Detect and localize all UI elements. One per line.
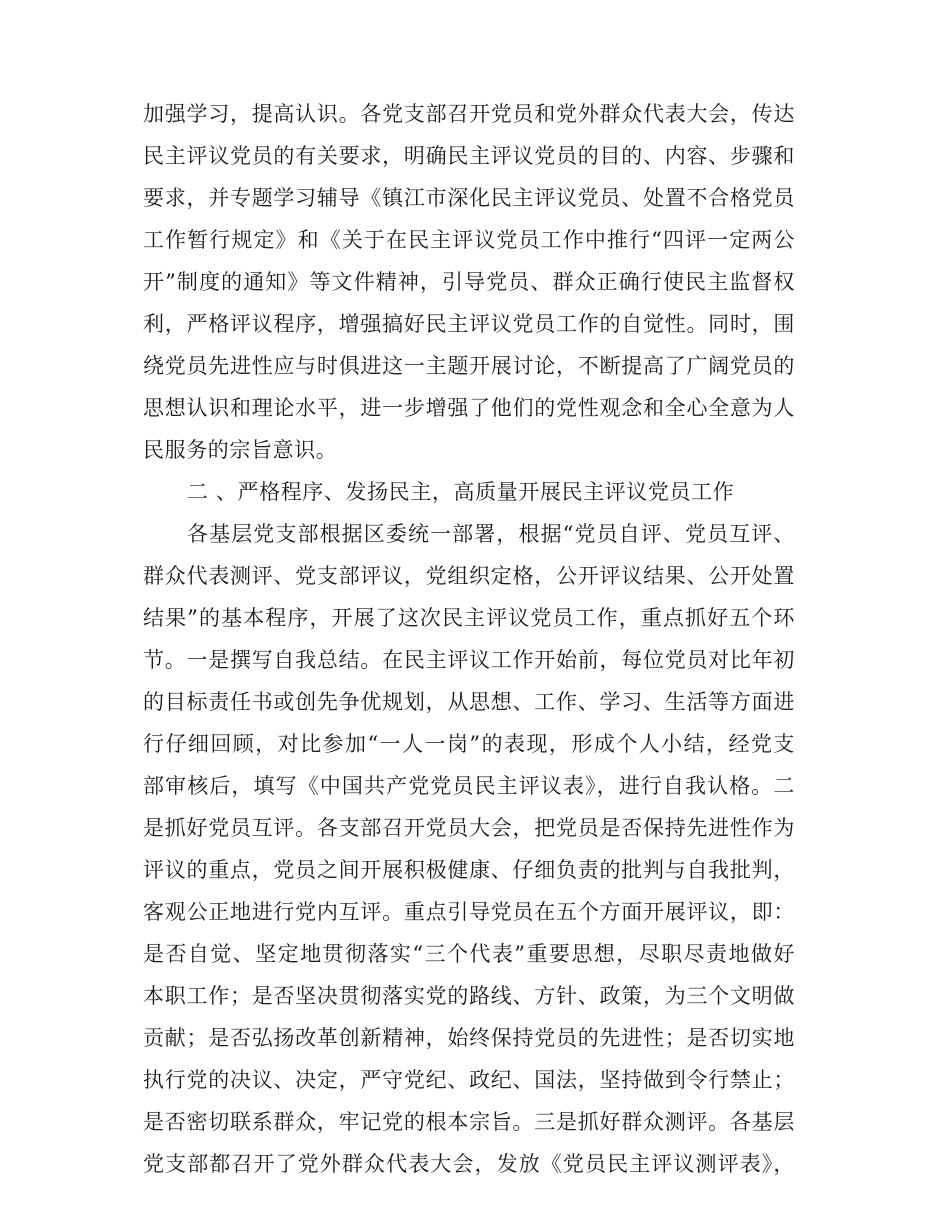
- text-line: 加强学习，提高认识。各党支部召开党员和党外群众代表大会，传达: [143, 102, 795, 126]
- text-line: 思想认识和理论水平，进一步增强了他们的党性观念和全心全意为人: [143, 396, 795, 420]
- text-line: 民服务的宗旨意识。: [143, 438, 338, 462]
- text-line: 群众代表测评、党支部评议，党组织定格，公开评议结果、公开处置: [143, 564, 795, 588]
- text-line: 各基层党支部根据区委统一部署，根据“党员自评、党员互评、: [187, 522, 795, 546]
- text-line: 工作暂行规定》和《关于在民主评议党员工作中推行“四评一定两公: [143, 228, 795, 252]
- section-heading: 二 、严格程序、发扬民主，高质量开展民主评议党员工作: [187, 480, 735, 504]
- text-line: 是否自觉、坚定地贯彻落实“三个代表”重要思想，尽职尽责地做好: [143, 942, 795, 966]
- text-line: 节。一是撰写自我总结。在民主评议工作开始前，每位党员对比年初: [143, 648, 795, 672]
- text-line: 是抓好党员互评。各支部召开党员大会，把党员是否保持先进性作为: [143, 816, 795, 840]
- text-line: 评议的重点，党员之间开展积极健康、仔细负责的批判与自我批判，: [143, 858, 795, 882]
- text-line: 民主评议党员的有关要求，明确民主评议党员的目的、内容、步骤和: [143, 144, 795, 168]
- text-line: 客观公正地进行党内互评。重点引导党员在五个方面开展评议，即：: [143, 900, 795, 924]
- text-line: 绕党员先进性应与时俱进这一主题开展讨论，不断提高了广阔党员的: [143, 354, 795, 378]
- text-line: 执行党的决议、决定，严守党纪、政纪、国法，坚持做到令行禁止；: [143, 1068, 795, 1092]
- text-line: 开”制度的通知》等文件精神，引导党员、群众正确行使民主监督权: [143, 270, 795, 294]
- text-line: 要求，并专题学习辅导《镇江市深化民主评议党员、处置不合格党员: [143, 186, 795, 210]
- text-line: 党支部都召开了党外群众代表大会，发放《党员民主评议测评表》，: [143, 1152, 795, 1176]
- text-line: 贡献；是否弘扬改革创新精神，始终保持党员的先进性；是否切实地: [143, 1026, 795, 1050]
- text-line: 部审核后，填写《中国共产党党员民主评议表》，进行自我认格。二: [143, 774, 795, 798]
- text-line: 利，严格评议程序，增强搞好民主评议党员工作的自觉性。同时，围: [143, 312, 795, 336]
- text-line: 是否密切联系群众，牢记党的根本宗旨。三是抓好群众测评。各基层: [143, 1110, 795, 1134]
- text-line: 的目标责任书或创先争优规划，从思想、工作、学习、生活等方面进: [143, 690, 795, 714]
- text-line: 行仔细回顾，对比参加“一人一岗”的表现，形成个人小结，经党支: [143, 732, 795, 756]
- text-line: 结果”的基本程序，开展了这次民主评议党员工作，重点抓好五个环: [143, 606, 795, 630]
- text-line: 本职工作；是否坚决贯彻落实党的路线、方针、政策，为三个文明做: [143, 984, 795, 1008]
